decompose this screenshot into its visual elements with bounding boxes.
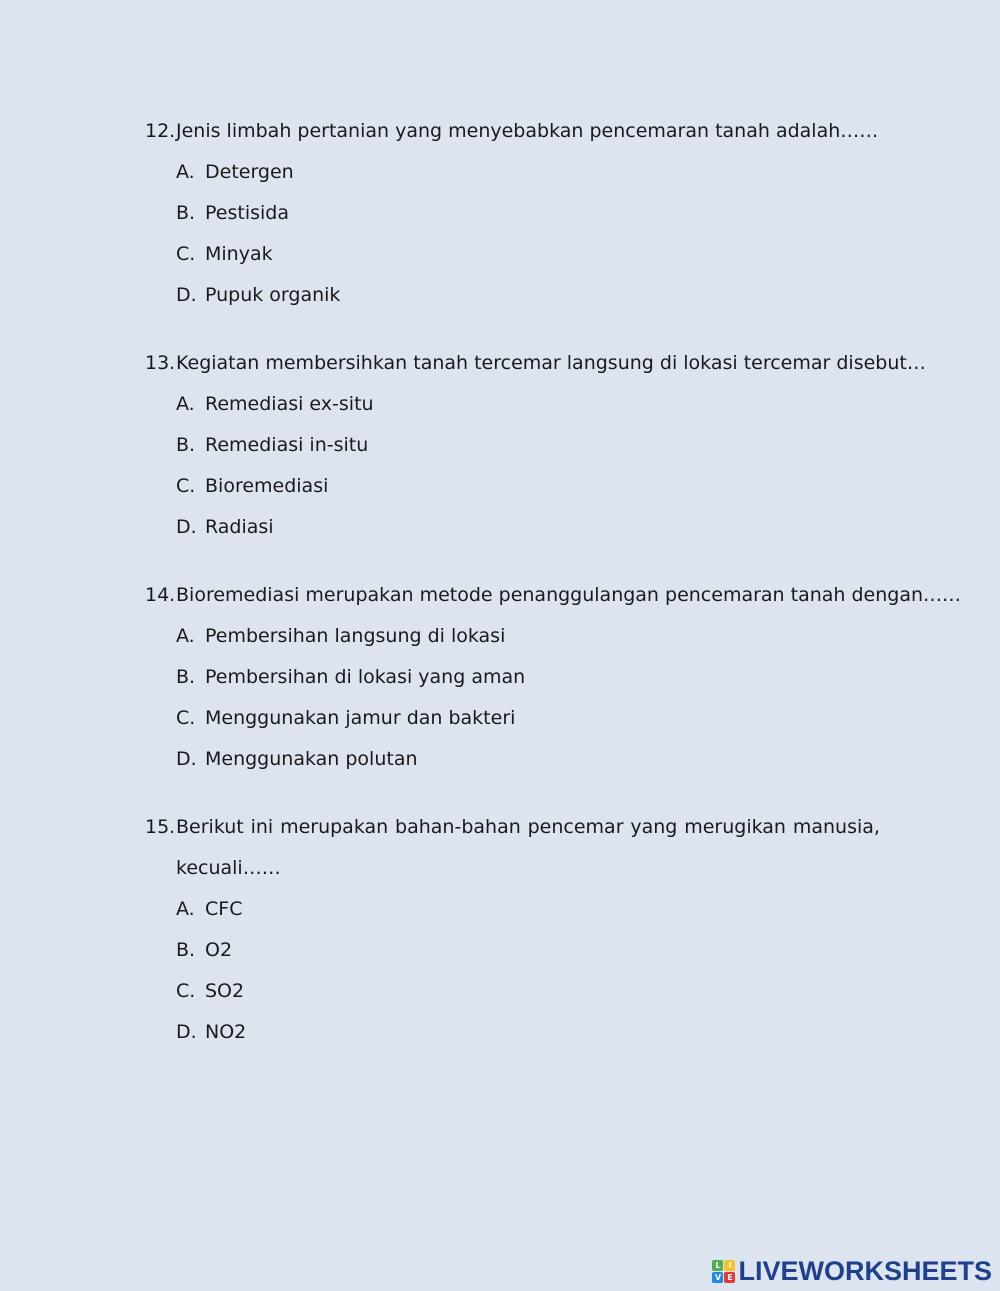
question-word: merupakan <box>280 816 389 838</box>
question-line <box>145 343 926 384</box>
option-letter: B. <box>176 434 196 456</box>
question-word: Berikut <box>176 816 244 838</box>
logo-tile: I <box>724 1260 735 1271</box>
question-line <box>145 111 880 152</box>
option-a[interactable] <box>145 889 880 930</box>
option-a[interactable] <box>145 384 880 425</box>
option-text: Minyak <box>205 243 273 265</box>
option-c[interactable] <box>145 466 880 507</box>
option-text: Radiasi <box>205 516 274 538</box>
question-number: 13. <box>145 352 176 374</box>
option-letter: B. <box>176 666 196 688</box>
option-text: Detergen <box>205 161 294 183</box>
option-b[interactable] <box>145 193 880 234</box>
question-word: manusia, <box>792 816 880 838</box>
options-list <box>145 616 880 780</box>
option-letter: C. <box>176 980 196 1002</box>
question-text: Jenis limbah pertanian yang menyebabkan pencemaran tanah adalah…… <box>176 120 879 142</box>
liveworksheets-logo-icon <box>712 1260 735 1283</box>
option-letter: B. <box>176 939 196 961</box>
question-word: merugikan <box>684 816 786 838</box>
option-c[interactable] <box>145 971 880 1012</box>
option-text: CFC <box>205 898 243 920</box>
question-word: pencemar <box>527 816 624 838</box>
options-list <box>145 889 880 1053</box>
option-text: Pupuk organik <box>205 284 341 306</box>
option-text: O2 <box>205 939 233 961</box>
question-number: 12. <box>145 120 176 142</box>
logo-tile: E <box>724 1272 735 1283</box>
option-text: Remediasi in-situ <box>205 434 369 456</box>
question-text: Bioremediasi merupakan metode penanggulangan pencemaran tanah dengan…… <box>176 584 962 606</box>
question-15 <box>145 807 880 1053</box>
option-letter: D. <box>176 284 197 306</box>
option-text: Pembersihan di lokasi yang aman <box>205 666 526 688</box>
option-letter: D. <box>176 516 197 538</box>
question-line <box>145 575 962 616</box>
option-c[interactable] <box>145 234 880 275</box>
question-text: Kegiatan membersihkan tanah tercemar langsung di lokasi tercemar disebut… <box>176 352 926 374</box>
option-text: Remediasi ex-situ <box>205 393 374 415</box>
option-c[interactable] <box>145 698 880 739</box>
question-12 <box>145 111 880 316</box>
option-d[interactable] <box>145 739 880 780</box>
option-a[interactable] <box>145 616 880 657</box>
option-text: Pestisida <box>205 202 289 224</box>
question-text-continuation: kecuali…… <box>176 857 281 879</box>
question-number: 14. <box>145 584 176 606</box>
option-letter: C. <box>176 475 196 497</box>
option-letter: D. <box>176 748 197 770</box>
question-13 <box>145 343 926 548</box>
option-letter: A. <box>176 898 195 920</box>
option-letter: C. <box>176 707 196 729</box>
option-text: Pembersihan langsung di lokasi <box>205 625 506 647</box>
options-list <box>145 384 880 548</box>
options-list <box>145 152 880 316</box>
option-letter: C. <box>176 243 196 265</box>
option-text: Menggunakan jamur dan bakteri <box>205 707 516 729</box>
option-b[interactable] <box>145 657 880 698</box>
question-14 <box>145 575 962 780</box>
question-word: bahan-bahan <box>395 816 521 838</box>
option-text: NO2 <box>205 1021 247 1043</box>
option-d[interactable] <box>145 507 880 548</box>
question-line <box>145 807 880 848</box>
option-text: Menggunakan polutan <box>205 748 418 770</box>
option-text: Bioremediasi <box>205 475 329 497</box>
option-a[interactable] <box>145 152 880 193</box>
brand-name: LIVEWORKSHEETS <box>738 1255 992 1286</box>
liveworksheets-brand <box>712 1255 992 1287</box>
question-word: yang <box>630 816 678 838</box>
option-letter: A. <box>176 161 195 183</box>
option-letter: B. <box>176 202 196 224</box>
question-word: ini <box>250 816 274 838</box>
option-text: SO2 <box>205 980 245 1002</box>
question-text <box>176 807 880 848</box>
option-letter: D. <box>176 1021 197 1043</box>
option-d[interactable] <box>145 1012 880 1053</box>
option-b[interactable] <box>145 425 880 466</box>
option-letter: A. <box>176 625 195 647</box>
option-letter: A. <box>176 393 195 415</box>
option-d[interactable] <box>145 275 880 316</box>
logo-tile: L <box>712 1260 723 1271</box>
logo-tile: V <box>712 1272 723 1283</box>
option-b[interactable] <box>145 930 880 971</box>
question-number: 15. <box>145 816 176 838</box>
